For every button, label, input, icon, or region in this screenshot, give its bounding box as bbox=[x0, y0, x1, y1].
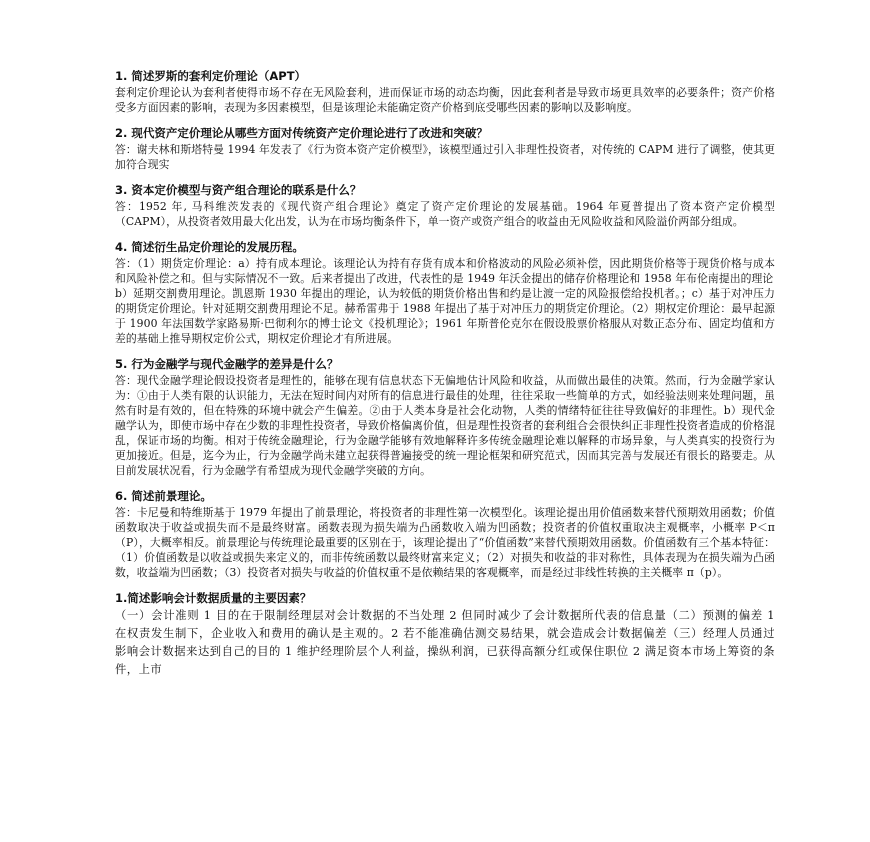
answer-paragraph: 答：现代金融学理论假设投资者是理性的，能够在现有信息状态下无偏地估计风险和收益，从而做出最佳的决策。然而，行为金融学家认为：①由于人类有限的认识能力，无法在短时间内对所有的信息进行最佳的处理，往往采取一些简单的方式，如经验法则来处理问题，虽然有时是有效的，但在特殊的环境中就会产生偏差。②由于人类本身是社会化动物，人类的情绪特征往往导致偏好的非理性。b）现代金融学认为，即使市场中存在少数的非理性投资者，导致价格偏离价值，但是理性投资者的套利组合会很快纠正非理性投资者造成的价格混乱，保证市场的均衡。相对于传统金融理论，行为金融学能够有效地解释许多传统金融理论难以解释的市场异象，与人类真实的投资行为更加接近。但是，迄今为止，行为金融学尚未建立起获得普遍接受的统一理论框架和研究范式，因而其完善与发展还有很长的路要走。从目前发展状况看，行为金融学有希望成为现代金融学突破的方向。 bbox=[115, 374, 775, 477]
section-modern-pricing bbox=[115, 125, 775, 172]
answer-paragraph: （一）会计准则 1 目的在于限制经理层对会计数据的不当处理 2 但同时减少了会计数据所代表的信息量（二）预测的偏差 1 在权责发生制下，企业收入和费用的确认是主观的。2 若不能准确估测交易结果，就会造成会计数据偏差（三）经理人员通过影响会计数据来达到自己的目的 1 维护经理阶层个人利益，操纵利润，已获得高额分红或保住职位 2 满足资本市场上筹资的条件，上市 bbox=[115, 609, 775, 676]
answer-paragraph: b）延期交割费用理论。凯恩斯 1930 年提出的理论，认为较低的期货价格出售和约是让渡一定的风险报偿给投机者。；c）基于对冲压力的期货定价理论。针对延期交割费用理论不足。赫希雷弗于 1988 年提出了基于对冲压力的期货定价理论。（2）期权定价理论：最早起源于 1900 年法国数学家路易斯·巴彻利尔的博士论文《投机理论》；1961 年斯普伦克尔在假设股票价格服从对数正态分布、固定均值和方差的基础上推导期权定价公式，期权定价理论才有所进展。 bbox=[115, 287, 775, 345]
answer-paragraph: 答：（1）期货定价理论：a）持有成本理论。该理论认为持有存货有成本和价格波动的风险必须补偿，因此期货价格等于现货价格与成本和风险补偿之和。但与实际情况不一致。后来者提出了改进，代表性的是 1949 年沃金提出的储存价格理论和 1958 年布伦南提出的理论 bbox=[115, 257, 775, 285]
answer-paragraph: 答：谢夫林和斯塔特曼 1994 年发表了《行为资本资产定价模型》，该模型通过引入非理性投资者，对传统的 CAPM 进行了调整，使其更加符合现实 bbox=[115, 143, 775, 171]
section-capm-portfolio bbox=[115, 182, 775, 229]
document-page bbox=[115, 68, 775, 689]
question-heading: 1.简述影响会计数据质量的主要因素？ bbox=[115, 591, 312, 605]
question-heading: 2. 现代资产定价理论从哪些方面对传统资产定价理论进行了改进和突破？ bbox=[115, 126, 488, 140]
question-heading: 5. 行为金融学与现代金融学的差异是什么？ bbox=[115, 357, 339, 371]
section-accounting-quality bbox=[115, 590, 775, 679]
answer-paragraph: 答：1952 年, 马科维茨发表的《现代资产组合理论》奠定了资产定价理论的发展基础。1964 年夏普提出了资本资产定价模型（CAPM），从投资者效用最大化出发，认为在市场均衡条件下，单一资产或资产组合的收益由无风险收益和风险溢价两部分组成。 bbox=[115, 200, 775, 228]
answer-paragraph: 套利定价理论认为套利者使得市场不存在无风险套利，进而保证市场的动态均衡，因此套利者是导致市场更具效率的必要条件；资产价格受多方面因素的影响，表现为多因素模型，但是该理论未能确定资产价格到底受哪些因素的影响以及影响度。 bbox=[115, 86, 775, 114]
section-prospect-theory bbox=[115, 488, 775, 580]
question-heading: 3. 资本定价模型与资产组合理论的联系是什么？ bbox=[115, 183, 362, 197]
question-heading: 4. 简述衍生品定价理论的发展历程。 bbox=[115, 240, 304, 254]
question-heading: 1. 简述罗斯的套利定价理论（APT） bbox=[115, 69, 307, 83]
section-apt bbox=[115, 68, 775, 115]
answer-paragraph: 答：卡尼曼和特维斯基于 1979 年提出了前景理论，将投资者的非理性第一次模型化。该理论提出用价值函数来替代预期效用函数；价值函数取决于收益或损失而不是最终财富。函数表现为损失端为凸函数收入端为凹函数；投资者的价值权重取决主观概率，小概率 P＜π（P），大概率相反。前景理论与传统理论最重要的区别在于，该理论提出了“价值函数”来替代预期效用函数。价值函数有三个基本特征：（1）价值函数是以收益或损失来定义的，而非传统函数以最终财富来定义；（2）对损失和收益的非对称性，具体表现为在损失端为凸函数，收益端为凹函数；（3）投资者对损失与收益的价值权重不是依赖结果的客观概率，而是经过非线性转换的主关概率 π（p）。 bbox=[115, 506, 775, 579]
question-heading: 6. 简述前景理论。 bbox=[115, 489, 212, 503]
section-derivatives bbox=[115, 239, 775, 346]
section-behavioral-finance bbox=[115, 356, 775, 478]
